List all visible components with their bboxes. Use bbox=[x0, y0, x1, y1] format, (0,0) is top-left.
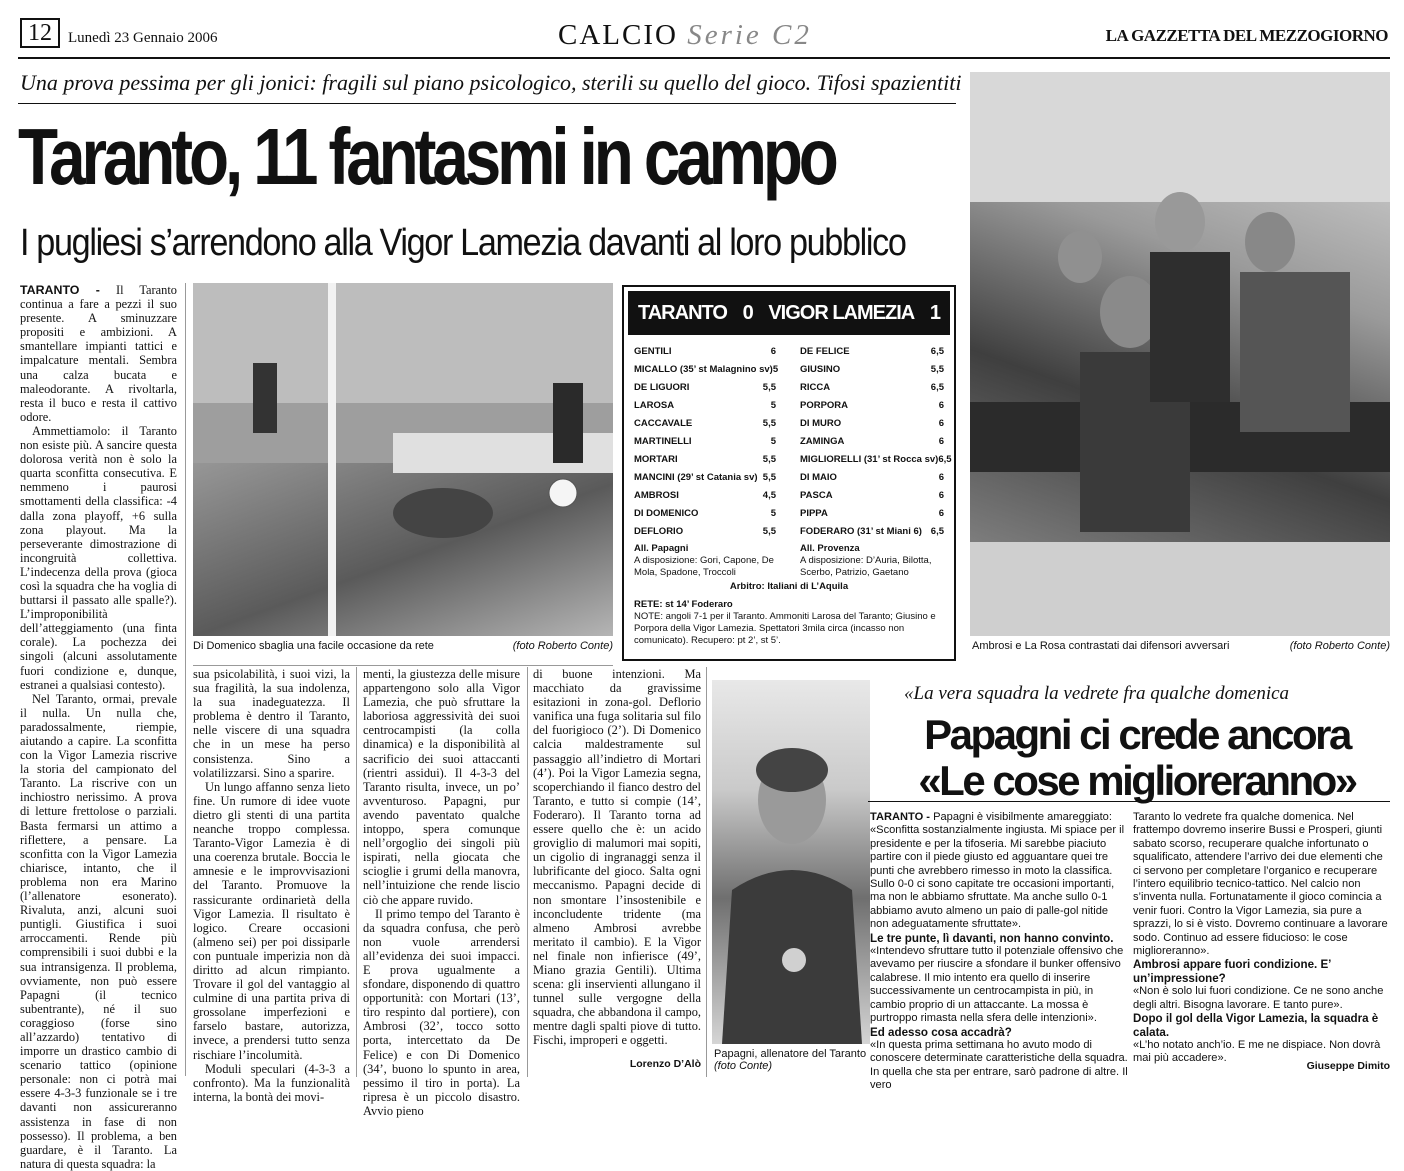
player-rating: 6 bbox=[938, 508, 944, 519]
caption-text: Ambrosi e La Rosa contrastati dai difensori avversari bbox=[972, 640, 1230, 652]
player-name: DE FELICE bbox=[800, 346, 850, 357]
answer-text: «In questa prima settimana ho avuto modo di conoscere determinate caratteristiche della squadra. In quella che sta per entrare, sarò padrone di altre. Il vero bbox=[870, 1038, 1128, 1092]
player-name: GIUSINO bbox=[800, 364, 841, 375]
dateline: TARANTO - bbox=[20, 283, 100, 297]
player-rating: 5,5 bbox=[762, 382, 776, 393]
player-name: MICALLO (35’ st Malagnino sv) bbox=[634, 364, 773, 375]
player-row bbox=[800, 379, 944, 397]
player-row bbox=[800, 523, 944, 541]
player-rating: 4,5 bbox=[762, 490, 776, 501]
player-row bbox=[634, 505, 776, 523]
player-row bbox=[634, 469, 776, 487]
interview-question: Dopo il gol della Vigor Lamezia, la squadra è calata. bbox=[1133, 1012, 1379, 1039]
kicker-rule bbox=[18, 103, 956, 104]
interview-answer bbox=[870, 945, 1128, 1025]
away-bench: A disposizione: D’Auria, Bilotta, Scerbo, Patrizio, Gaetano bbox=[800, 555, 932, 578]
section-subname: Serie C2 bbox=[687, 19, 812, 51]
player-name: DEFLORIO bbox=[634, 526, 684, 537]
player-rating: 6 bbox=[938, 436, 944, 447]
player-rating: 5,5 bbox=[762, 472, 776, 483]
player-rating: 5,5 bbox=[762, 526, 776, 537]
away-score: 1 bbox=[929, 301, 940, 324]
player-rating: 6 bbox=[770, 346, 776, 357]
issue-date: Lunedì 23 Gennaio 2006 bbox=[68, 30, 218, 46]
player-row bbox=[634, 433, 776, 451]
headline-line: «Le cose miglioreranno» bbox=[918, 757, 1356, 804]
section-name: CALCIO bbox=[558, 19, 678, 51]
player-rating: 6,5 bbox=[930, 382, 944, 393]
side-headline bbox=[870, 712, 1404, 804]
player-row bbox=[634, 343, 776, 361]
column-divider bbox=[527, 667, 528, 1077]
dateline: TARANTO - bbox=[870, 811, 930, 823]
score-header bbox=[628, 291, 950, 335]
player-rating: 5 bbox=[770, 436, 776, 447]
player-name: MARTINELLI bbox=[634, 436, 692, 447]
answer-text: «Non è solo lui fuori condizione. Ce ne sono anche degli altri. Bisogna lavorare. E tanto pure». bbox=[1133, 985, 1384, 1011]
player-name: GENTILI bbox=[634, 346, 672, 357]
player-name: AMBROSI bbox=[634, 490, 679, 501]
player-rating: 5 bbox=[770, 400, 776, 411]
home-lineup bbox=[634, 343, 779, 541]
player-row bbox=[634, 523, 776, 541]
interview-question: Ambrosi appare fuori condizione. E’ un’impressione? bbox=[1133, 958, 1331, 985]
player-row bbox=[800, 469, 944, 487]
side-rule bbox=[868, 801, 1390, 802]
section-divider bbox=[193, 665, 613, 666]
answer-text: «Intendevo sfruttare tutto il potenziale offensivo che avevamo per riuscire a sfondare il bunker offensivo calabrese. Il mio intento era quello di inserire successivamente un centrocampista in più, in cambio proprio di un attaccante. La mossa è purtroppo rimasta nella sfera delle intenzioni». bbox=[870, 945, 1124, 1025]
player-row bbox=[800, 487, 944, 505]
paragraph: Moduli speculari (4-3-3 a confronto). Ma la funzionalità interna, la bontà dei movi- bbox=[193, 1061, 350, 1104]
away-coach: All. Provenza bbox=[800, 543, 860, 554]
coach-photo bbox=[712, 680, 870, 1044]
player-row bbox=[634, 415, 776, 433]
article-column-4 bbox=[533, 667, 701, 1048]
player-name: PORPORA bbox=[800, 400, 849, 411]
player-row bbox=[800, 343, 944, 361]
article-column-3 bbox=[363, 667, 520, 1118]
answer-text: «L’ho notato anch’io. E me ne dispiace. Non dovrà mai più accadere». bbox=[1133, 1038, 1381, 1065]
player-name: MIGLIORELLI (31’ st Rocca sv) bbox=[800, 454, 939, 465]
player-name: DI MURO bbox=[800, 418, 842, 429]
player-rating: 6,5 bbox=[938, 454, 952, 465]
player-row bbox=[634, 379, 776, 397]
photo-caption bbox=[193, 640, 613, 652]
player-name: DI MAIO bbox=[800, 472, 837, 483]
masthead: LA GAZZETTA DEL MEZZOGIORNO bbox=[1105, 26, 1388, 45]
caption-text: Papagni, allenatore del Taranto bbox=[714, 1048, 867, 1060]
paragraph bbox=[20, 283, 177, 424]
match-photo-illustration bbox=[193, 283, 613, 636]
home-team: TARANTO bbox=[638, 301, 727, 324]
interview-question: Ed adesso cosa accadrà? bbox=[870, 1025, 1012, 1039]
column-divider bbox=[706, 667, 707, 1077]
side-column-1 bbox=[870, 811, 1128, 1092]
player-name: ZAMINGA bbox=[800, 436, 845, 447]
answer-text: Papagni è visibilmente amareggiato: «Sconfitta sostanzialmente ingiusta. Mi spiace per il presidente e per la tifoseria. Mi sarebbe piaciuto partire con il piede giusto ed agguantare quei tre punti che avrebbero rimesso in moto la classifica. Sullo 0-0 ci sono capitate tre occasioni importanti, ma non le abbiamo sfruttate. Ma anche sullo 0-1 abbiamo avuto almeno un paio di palle-gol nitide non adeguatamente sfruttate». bbox=[870, 811, 1125, 931]
player-name: MORTARI bbox=[634, 454, 678, 465]
column-divider bbox=[185, 283, 186, 1076]
page-number: 12 bbox=[20, 18, 60, 48]
player-rating: 6,5 bbox=[930, 346, 944, 357]
player-row bbox=[800, 505, 944, 523]
photo-caption bbox=[972, 640, 1390, 652]
player-row bbox=[800, 451, 952, 469]
paragraph: sua psicolabilità, i suoi vizi, la sua fragilità, la sua indolenza, la sua inadeguatezza. Il problema è dentro il Taranto, nelle viscere di una squadra che in un mese ha perso consistenza. Sino a volatilizzarsi. Sino a sparire. bbox=[193, 667, 350, 780]
player-name: CACCAVALE bbox=[634, 418, 693, 429]
home-bench: A disposizione: Gori, Capone, De Mola, Spadone, Troccoli bbox=[634, 555, 774, 578]
main-kicker: Una prova pessima per gli jonici: fragili sul piano psicologico, sterili su quello del gioco. Tifosi spazientiti bbox=[20, 70, 962, 95]
coach-caption bbox=[714, 1048, 872, 1072]
home-score: 0 bbox=[742, 301, 753, 324]
side-kicker: «La vera squadra la vedrete fra qualche domenica bbox=[904, 683, 1290, 704]
photo-credit: (foto Roberto Conte) bbox=[1289, 640, 1390, 652]
match-photo bbox=[193, 283, 613, 636]
headline-line: Papagni ci crede ancora bbox=[924, 711, 1350, 758]
player-rating: 5,5 bbox=[762, 418, 776, 429]
players-photo bbox=[970, 72, 1390, 636]
interview-question: Le tre punte, lì davanti, non hanno convinto. bbox=[870, 931, 1114, 945]
player-name: PIPPA bbox=[800, 508, 828, 519]
player-name: FODERARO (31’ st Miani 6) bbox=[800, 526, 922, 537]
main-headline: Taranto, 11 fantasmi in campo bbox=[18, 112, 835, 201]
home-coach-block bbox=[634, 543, 784, 579]
player-row bbox=[800, 397, 944, 415]
player-rating: 5 bbox=[772, 364, 779, 375]
side-column-2 bbox=[1133, 811, 1390, 1065]
home-coach: All. Papagni bbox=[634, 543, 689, 554]
goals: RETE: st 14’ Foderaro bbox=[634, 599, 733, 610]
player-row bbox=[634, 397, 776, 415]
caption-text: Di Domenico sbaglia una facile occasione da rete bbox=[193, 640, 434, 652]
player-name: DI DOMENICO bbox=[634, 508, 699, 519]
paragraph: menti, la giustezza delle misure appartengono solo alla Vigor Lamezia, che può sfruttare la laboriosa aggressività dei suoi centrocampisti (la colla dinamica) e la disponibilità al sacrificio dei suoi attaccanti (rientri assidui). Il 4-3-3 del Taranto risulta, invece, un po’ avventuroso. Papagni, pur avendo paventato qualche intoppo, spera comunque nell’orgoglio dei singoli più ispirati, nella giocata che scioglie i grumi della manovra, nell’intuizione che rende liscio ciò che appare ruvido. bbox=[363, 667, 520, 907]
player-row bbox=[634, 361, 779, 379]
paragraph: Ammettiamolo: il Taranto non esiste più. A sancire questa dolorosa verità non è solo la quarta sconfitta consecutiva. E nemmeno i paurosi smottamenti della classifica: -4 dalla zona playoff, +6 sulla zona playout. Ma la perseverante dimostrazione di incongruità collettiva. L’indecenza della prova (gioca così la squadra che ha voglia di buttarsi il passato alle spalle?). L’improponibilità dell’atteggiamento (una finta corale). La pochezza dei singoli (alcuni assolutamente fuori condizione e, dunque, estranei a qualsiasi contesto). bbox=[20, 423, 177, 692]
interview-answer bbox=[870, 1039, 1128, 1093]
player-rating: 6,5 bbox=[930, 526, 944, 537]
player-rating: 6 bbox=[938, 472, 944, 483]
paragraph: Un lungo affanno senza lieto fine. Un rumore di idee vuote dietro gli stenti di una partita neanche troppo complessa. Taranto-Vigor Lamezia è di una coerenza brutale. Boccia le amnesie e le improvvisazioni del Taranto. Promuove la rassicurante ordinarietà della Vigor Lamezia. Il risultato è logico. Creare occasioni (almeno sei) per poi dissiparle con puntuale imperizia non dà diritto ad alcun rimpianto. Trovare il gol del vantaggio al culmine di una partita priva di grossolane imperfezioni e farselo bastare, autorizza, invece, a prendersi tutto senza rischiare l’incolumità. bbox=[193, 779, 350, 1062]
player-rating: 5,5 bbox=[762, 454, 776, 465]
article-column-1 bbox=[20, 283, 177, 1171]
player-name: DE LIGUORI bbox=[634, 382, 690, 393]
header-rule bbox=[18, 57, 1390, 59]
player-row bbox=[800, 361, 944, 379]
paragraph: di buone intenzioni. Ma macchiato da gravissime esitazioni in zona-gol. Deflorio vanifica una fuga solitaria sul filo del fuorigioco (2’). Di Domenico calcia maldestramente sul passaggio all’indietro di Mortari (4’). Poi la Vigor Lamezia segna, scoperchiando il fianco destro del Taranto, e tutto si compie (14’, Foderaro). Il Taranto torna ad essere quello che è: un acido groviglio di malumori mai sopiti, un cigolio di ingranaggi senza il lubrificante del gioco. Salta ogni meccanismo. Papagni decide di non smontare l’insostenibile e inconcludente tridente (ma almeno Ambrosi avrebbe meritato il cambio). E la Vigor nel finale non infierisce (49’, Miano grazia Gentili). Ultima scena: gli inservienti allungano il tunnel sulle vergogne della squadra, che abbandona il campo, mentre dagli spalti piove di tutto. Fischi, improperi e oggetti. bbox=[533, 667, 701, 1048]
player-name: RICCA bbox=[800, 382, 831, 393]
scorebox bbox=[622, 285, 956, 661]
column-divider bbox=[356, 667, 357, 1077]
away-lineup bbox=[800, 343, 952, 541]
photo-credit: (foto Roberto Conte) bbox=[512, 640, 613, 652]
player-rating: 6 bbox=[938, 418, 944, 429]
side-byline: Giuseppe Dimito bbox=[1306, 1060, 1390, 1072]
player-rating: 5 bbox=[770, 508, 776, 519]
away-coach-block bbox=[800, 543, 950, 579]
player-row bbox=[634, 487, 776, 505]
interview-answer bbox=[1133, 985, 1390, 1012]
main-subheadline: I pugliesi s’arrendono alla Vigor Lamezia davanti al loro pubblico bbox=[20, 222, 906, 264]
player-name: MANCINI (29’ st Catania sv) bbox=[634, 472, 758, 483]
player-row bbox=[800, 415, 944, 433]
byline: Lorenzo D’Alò bbox=[629, 1058, 701, 1070]
answer-text: Taranto lo vedrete fra qualche domenica. Nel frattempo dovremo inserire Bussi e Prosperi, giunti sabato scorso, recuperare qualche infortunato o squalificato, attendere l’arrivo dei due elementi che ci servono per completare l’organico e recuperare l’intero equilibrio tecnico-tattico. Nel calcio non s’inventa nulla. Fortunatamente il gioco comincia a venir fuori. Contro la Vigor Lamezia, sia pure a sprazzi, lo si è visto. Dovremo continuare a lavorare sodo. Continuo ad essere fiducioso: le cose miglioreranno». bbox=[1133, 811, 1388, 958]
player-row bbox=[634, 451, 776, 469]
paragraph: Il primo tempo del Taranto è da squadra confusa, che però non vuole arrendersi all’evidenza dei suoi impacci. E prova ugualmente a sfondare, disponendo di quattro opportunità: con Mortari (13’, tiro respinto dal portiere), con Ambrosi (32’, tocco sotto porta, intercettato da De Felice) e con Di Domenico (34’, buono lo spunto in area, pessimo il tiro in porta). La ripresa è un piccolo disastro. Avvio pieno bbox=[363, 906, 520, 1118]
article-column-2 bbox=[193, 667, 350, 1104]
players-photo-illustration bbox=[970, 72, 1390, 636]
match-notes: NOTE: angoli 7-1 per il Taranto. Ammoniti Larosa del Taranto; Giusino e Porpora della Vigor Lamezia. Spettatori 3mila circa (incasso non comunicato). Recupero: pt 2’, st 5’. bbox=[634, 611, 936, 646]
interview-answer bbox=[870, 811, 1128, 932]
player-rating: 6 bbox=[938, 490, 944, 501]
referee: Arbitro: Italiani di L’Aquila bbox=[729, 581, 849, 592]
player-row bbox=[800, 433, 944, 451]
away-team: VIGOR LAMEZIA bbox=[768, 301, 915, 324]
player-name: PASCA bbox=[800, 490, 833, 501]
interview-answer bbox=[1133, 811, 1390, 958]
paragraph-text: Il Taranto continua a fare a pezzi il suo presente. A sminuzzare propositi e ambizioni. A smantellare impianti tattici e impalcature mentali. Sembra una calza bucata e maleodorante. A rivoltarla, resta il buco e resta il cattivo odore. bbox=[20, 283, 177, 424]
player-name: LAROSA bbox=[634, 400, 675, 411]
player-rating: 6 bbox=[938, 400, 944, 411]
photo-credit: (foto Conte) bbox=[714, 1060, 773, 1072]
player-rating: 5,5 bbox=[930, 364, 944, 375]
paragraph: Nel Taranto, ormai, prevale il nulla. Un nulla che, paradossalmente, riempie, aiutando a capire. La sconfitta con la Vigor Lamezia riscrive la storia del campionato del Taranto. La riscrive con un inchiostro nerissimo. A prova di letture frettolose o parziali. Basta fermarsi un attimo a riflettere, a pensare. La sconfitta con la Vigor Lamezia chiarisce, intanto, che il problema non era Marino (l’allenatore esonerato). Rivaluta, anzi, alcuni suoi puntigli. Giustifica i suoi arroccamenti. Rende più comprensibili i suoi dubbi e la sua intransigenza. Il problema, ovviamente, non può essere Papagni (il tecnico subentrante), né il suo coraggioso (forse sino all’azzardo) tentativo di imporre un drastico cambio di scenario tattico (opinione personale: non ci potrà mai essere 4-3-3 funzionale se i tre davanti non assicureranno assistenza in fase di non possesso). Il problema, a ben guardare, è il Taranto. La natura di questa squadra: la bbox=[20, 691, 177, 1171]
coach-photo-illustration bbox=[712, 680, 870, 1044]
section-title bbox=[558, 19, 812, 52]
